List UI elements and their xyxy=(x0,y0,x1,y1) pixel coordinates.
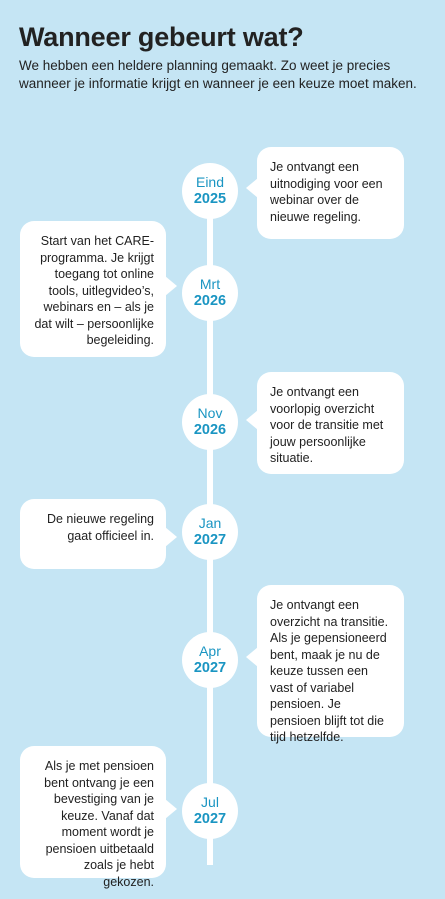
timeline-event-card xyxy=(257,372,404,474)
date-month: Apr xyxy=(199,643,221,659)
timeline-event-text: Start van het CARE-programma. Je krijgt toegang tot online tools, uitlegvideo’s, webinars en – als je dat wilt – persoonlijke begeleiding. xyxy=(34,234,154,347)
timeline-date-jul-2027 xyxy=(182,783,238,839)
timeline-event-card xyxy=(20,746,166,889)
timeline-date-jan-2027 xyxy=(182,504,238,560)
date-month: Mrt xyxy=(199,276,221,292)
date-year: 2026 xyxy=(193,422,227,438)
timeline-event-text: Je ontvangt een voorlopig overzicht voor de transitie met jouw persoonlijke situatie. xyxy=(270,385,384,465)
timeline-event-card xyxy=(20,221,166,357)
timeline-date-nov-2026 xyxy=(182,394,238,450)
timeline-event-text: Als je met pensioen bent ontvang je een bevestiging van je keuze. Vanaf dat moment wordt je pensioen uitbetaald zoals je hebt gekozen. xyxy=(44,759,154,889)
timeline-event-text: Je ontvangt een overzicht na transitie. Als je gepensioneerd bent, maak je nu de keuze tussen een vast of variabel pensioen. Je pensioen blijft tot die tijd hetzelfde. xyxy=(270,598,389,744)
date-year: 2026 xyxy=(193,293,227,309)
date-year: 2027 xyxy=(193,532,227,548)
timeline-date-apr-2027 xyxy=(182,632,238,688)
page-title: Wanneer gebeurt wat? xyxy=(19,22,304,52)
date-month: Jul xyxy=(201,794,219,810)
date-year: 2025 xyxy=(193,191,227,207)
timeline-event-text: De nieuwe regeling gaat officieel in. xyxy=(46,512,154,543)
timeline-event-text: Je ontvangt een uitnodiging voor een webinar over de nieuwe regeling. xyxy=(270,160,383,224)
date-month: Jan xyxy=(198,515,222,531)
date-year: 2027 xyxy=(193,660,227,676)
timeline-event-card xyxy=(257,585,404,744)
timeline-event-card xyxy=(20,499,166,569)
timeline-date-mrt-2026 xyxy=(182,265,238,321)
date-month: Eind xyxy=(195,174,225,190)
timeline-event-card xyxy=(257,147,404,239)
date-month: Nov xyxy=(197,405,223,421)
timeline-date-eind-2025 xyxy=(182,163,238,219)
date-year: 2027 xyxy=(193,811,227,827)
intro-text: We hebben een heldere planning gemaakt. Zo weet je precies wanneer je informatie krijgt en wanneer je een keuze moet maken. xyxy=(19,58,417,91)
